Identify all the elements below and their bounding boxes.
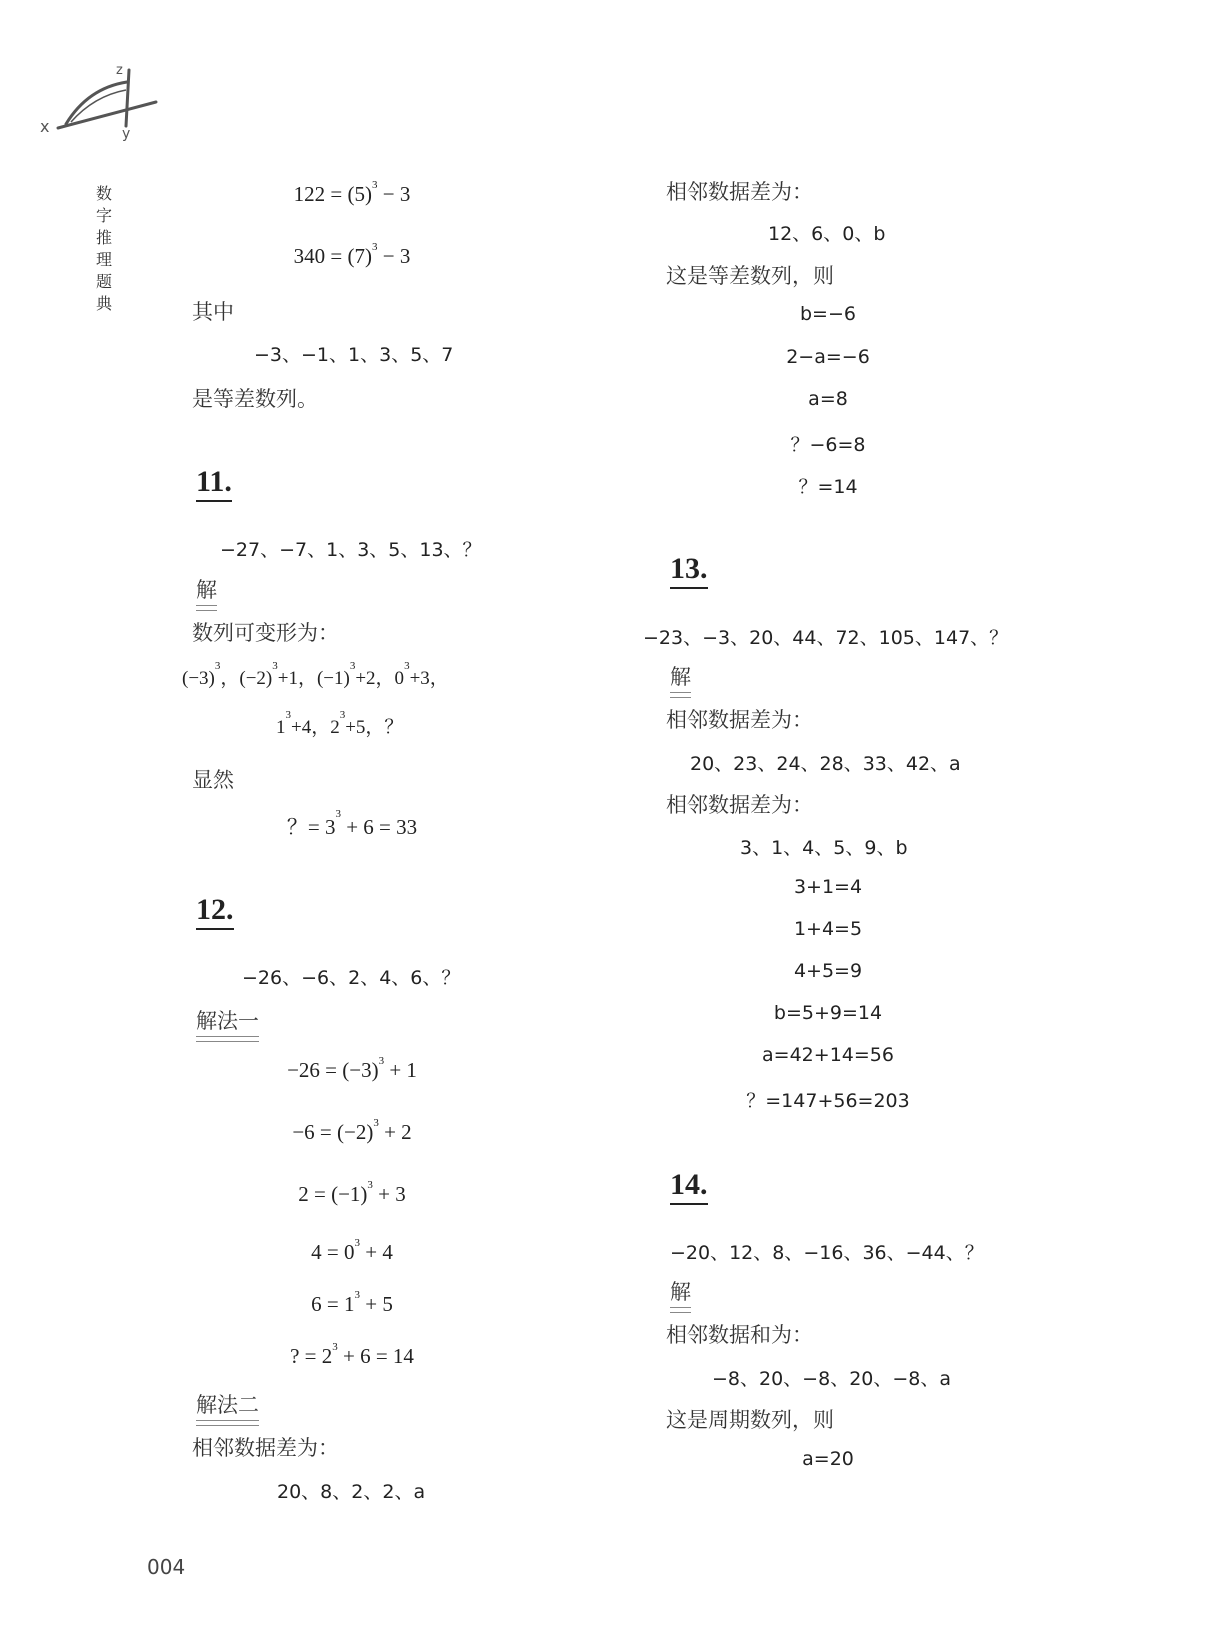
equation: $4 = 0^3 + 4$ — [311, 1237, 393, 1264]
book-logo — [36, 58, 161, 143]
answer: a=20 — [802, 1448, 854, 1470]
problem-number-12: 12. — [196, 893, 234, 930]
method-1-label: 解法一 — [196, 1005, 259, 1042]
solution-label: 解 — [670, 661, 691, 698]
equation: $-26 = (-3)^3 + 1$ — [287, 1055, 417, 1082]
sequence: 3、1、4、5、9、b — [740, 837, 908, 859]
sequence: 20、23、24、28、33、42、a — [690, 753, 961, 775]
calc-line: 3+1=4 — [793, 876, 863, 898]
equation: $122 = (5)^3 - 3$ — [293, 179, 411, 206]
page-number: 004 — [147, 1555, 186, 1579]
problem-sequence: −20、12、8、−16、36、−44、？ — [670, 1242, 984, 1264]
problem-number-13: 13. — [670, 552, 708, 589]
transformed-sequence: $1^3+4$，$2^3+5$，？ — [276, 709, 404, 738]
equation: $-6 = (-2)^3 + 2$ — [292, 1117, 412, 1144]
calc-line: ？−6=8 — [790, 434, 866, 456]
sequence: −3、−1、1、3、5、7 — [254, 344, 454, 366]
solution-label: 解 — [670, 1276, 691, 1313]
equation: $6 = 1^3 + 5$ — [311, 1289, 393, 1316]
calc-line: ？=147+56=203 — [746, 1090, 910, 1112]
calc-line: 4+5=9 — [793, 960, 863, 982]
text-line: 这是周期数列，则 — [666, 1408, 834, 1432]
z-letter: z — [116, 63, 123, 78]
sequence: 12、6、0、b — [768, 223, 886, 245]
text-line: 是等差数列。 — [192, 387, 318, 411]
text-line: 相邻数据差为： — [666, 180, 813, 204]
text-line: 显然 — [192, 768, 234, 792]
text-line: 相邻数据差为： — [666, 708, 813, 732]
transformed-sequence: $(-3)^3$，$(-2)^3+1$，$(-1)^3+2$，$0^3+3$， — [182, 660, 449, 689]
text-line: 相邻数据差为： — [666, 793, 813, 817]
equation: ? = $2^3 + 6 = 14$ — [290, 1341, 414, 1368]
calc-line: a=42+14=56 — [762, 1044, 894, 1066]
calc-line: ？=14 — [798, 476, 858, 498]
sequence: 20、8、2、2、a — [277, 1481, 426, 1503]
text-line: 数列可变形为： — [192, 621, 339, 645]
text-line: 其中 — [192, 300, 234, 324]
sequence: −8、20、−8、20、−8、a — [712, 1368, 952, 1390]
calc-line: 2−a=−6 — [786, 346, 870, 368]
text-line: 相邻数据差为： — [192, 1436, 339, 1460]
axes-logo-icon — [36, 58, 161, 143]
text-line: 这是等差数列，则 — [666, 264, 834, 288]
y-letter: y — [122, 126, 131, 142]
calc-line: 1+4=5 — [793, 918, 863, 940]
problem-sequence: −27、−7、1、3、5、13、？ — [220, 539, 482, 561]
problem-sequence: −23、−3、20、44、72、105、147、？ — [643, 627, 1009, 649]
method-2-label: 解法二 — [196, 1389, 259, 1426]
solution-label: 解 — [196, 574, 217, 611]
text-line: 相邻数据和为： — [666, 1323, 813, 1347]
problem-number-14: 14. — [670, 1168, 708, 1205]
equation: $340 = (7)^3 - 3$ — [293, 241, 411, 268]
calc-line: a=8 — [808, 388, 848, 410]
calc-line: b=5+9=14 — [773, 1002, 883, 1024]
problem-number-11: 11. — [196, 465, 232, 502]
problem-sequence: −26、−6、2、4、6、？ — [242, 967, 461, 989]
x-letter: x — [40, 117, 50, 136]
book-title-vertical: 数字推理题典 — [95, 184, 112, 313]
equation: $2 = (-1)^3 + 3$ — [298, 1179, 406, 1206]
answer: ？= $3^3 + 6 = 33$ — [286, 808, 418, 839]
calc-line: b=−6 — [800, 303, 856, 325]
